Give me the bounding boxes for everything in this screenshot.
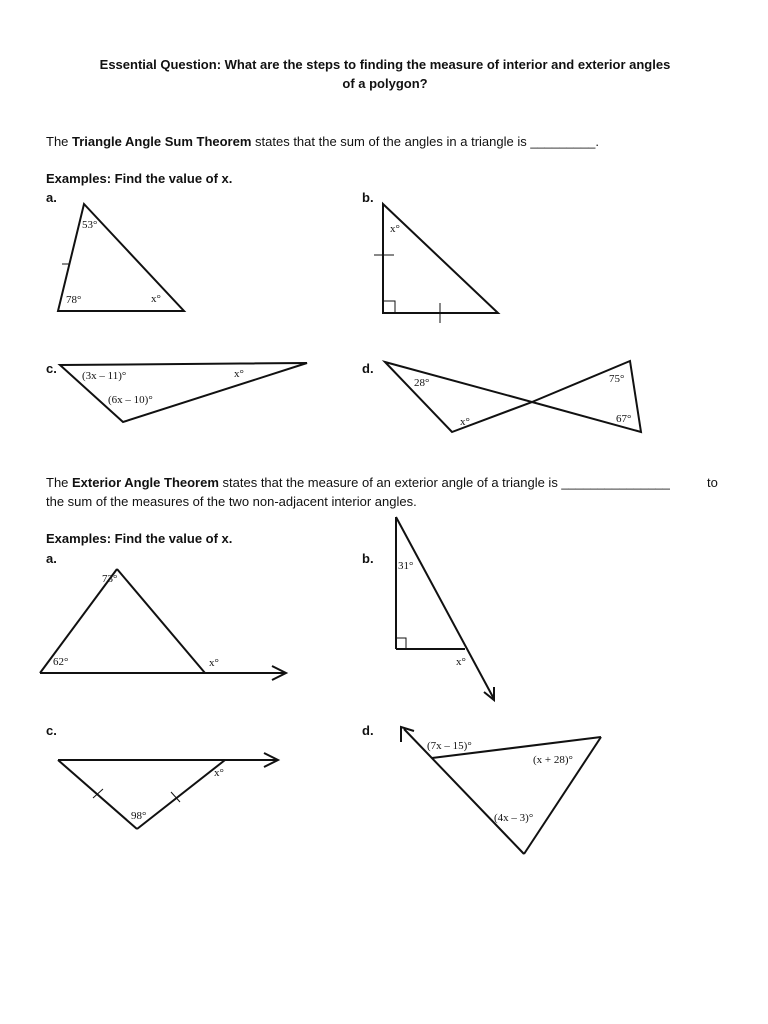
s1-c-angle-2: x° [234, 368, 244, 380]
s2-a-ext-angle: x° [209, 657, 219, 669]
s1-d-angle-3: 75° [609, 373, 625, 385]
s1-b-angle: x° [390, 223, 400, 235]
examples-heading-2: Examples: Find the value of x. [46, 531, 233, 546]
s1-label-c: c. [46, 361, 57, 376]
triangle-sum-term: Triangle Angle Sum Theorem [72, 134, 252, 149]
s1-a-right-angle: x° [151, 293, 161, 305]
exterior-theorem-prefix: The [46, 475, 73, 490]
s1-c-angle-3: (6x – 10)° [108, 394, 153, 406]
s2-d-angle-2: (x + 28)° [533, 754, 573, 766]
essential-question-line1: Essential Question: What are the steps to finding the measure of interior and exterior angles [99, 57, 671, 72]
s1-d-angle-2: x° [460, 416, 470, 428]
s1-label-b: b. [362, 190, 374, 205]
s2-label-c: c. [46, 723, 57, 738]
s1-label-d: d. [362, 361, 374, 376]
triangle-sum-rest: states that the sum of the angles in a triangle is _________. [251, 134, 600, 149]
s2-label-d: d. [362, 723, 374, 738]
s2-b-top-angle: 31° [398, 560, 414, 572]
s1-c-angle-1: (3x – 11)° [82, 370, 127, 382]
s1-d-angle-4: 67° [616, 413, 632, 425]
s2-a-top-angle: 73° [102, 573, 118, 585]
s2-c-bottom-angle: 98° [131, 810, 147, 822]
s1-a-left-angle: 78° [66, 294, 82, 306]
s1-d-angle-1: 28° [414, 377, 430, 389]
exterior-theorem-term: Exterior Angle Theorem [72, 475, 219, 490]
examples-heading-1: Examples: Find the value of x. [46, 171, 233, 186]
s2-a-left-angle: 62° [53, 656, 69, 668]
s2-label-b: b. [362, 551, 374, 566]
s2-b-ext-angle: x° [456, 656, 466, 668]
s2-c-ext-angle: x° [214, 767, 224, 779]
essential-question-line2: of a polygon? [342, 76, 428, 91]
exterior-theorem-to: to [707, 475, 718, 490]
s2-d-arrowhead [401, 727, 414, 742]
exterior-theorem-rest: states that the measure of an exterior angle of a triangle is _______________ [218, 475, 670, 490]
s1-label-a: a. [46, 190, 57, 205]
s2-d-angle-1: (7x – 15)° [427, 740, 472, 752]
exterior-theorem-line2: the sum of the measures of the two non-adjacent interior angles. [46, 494, 417, 509]
s2-d-angle-3: (4x – 3)° [494, 812, 534, 824]
s2-label-a: a. [46, 551, 57, 566]
triangle-sum-prefix: The [46, 134, 73, 149]
s1-a-top-angle: 53° [82, 219, 98, 231]
